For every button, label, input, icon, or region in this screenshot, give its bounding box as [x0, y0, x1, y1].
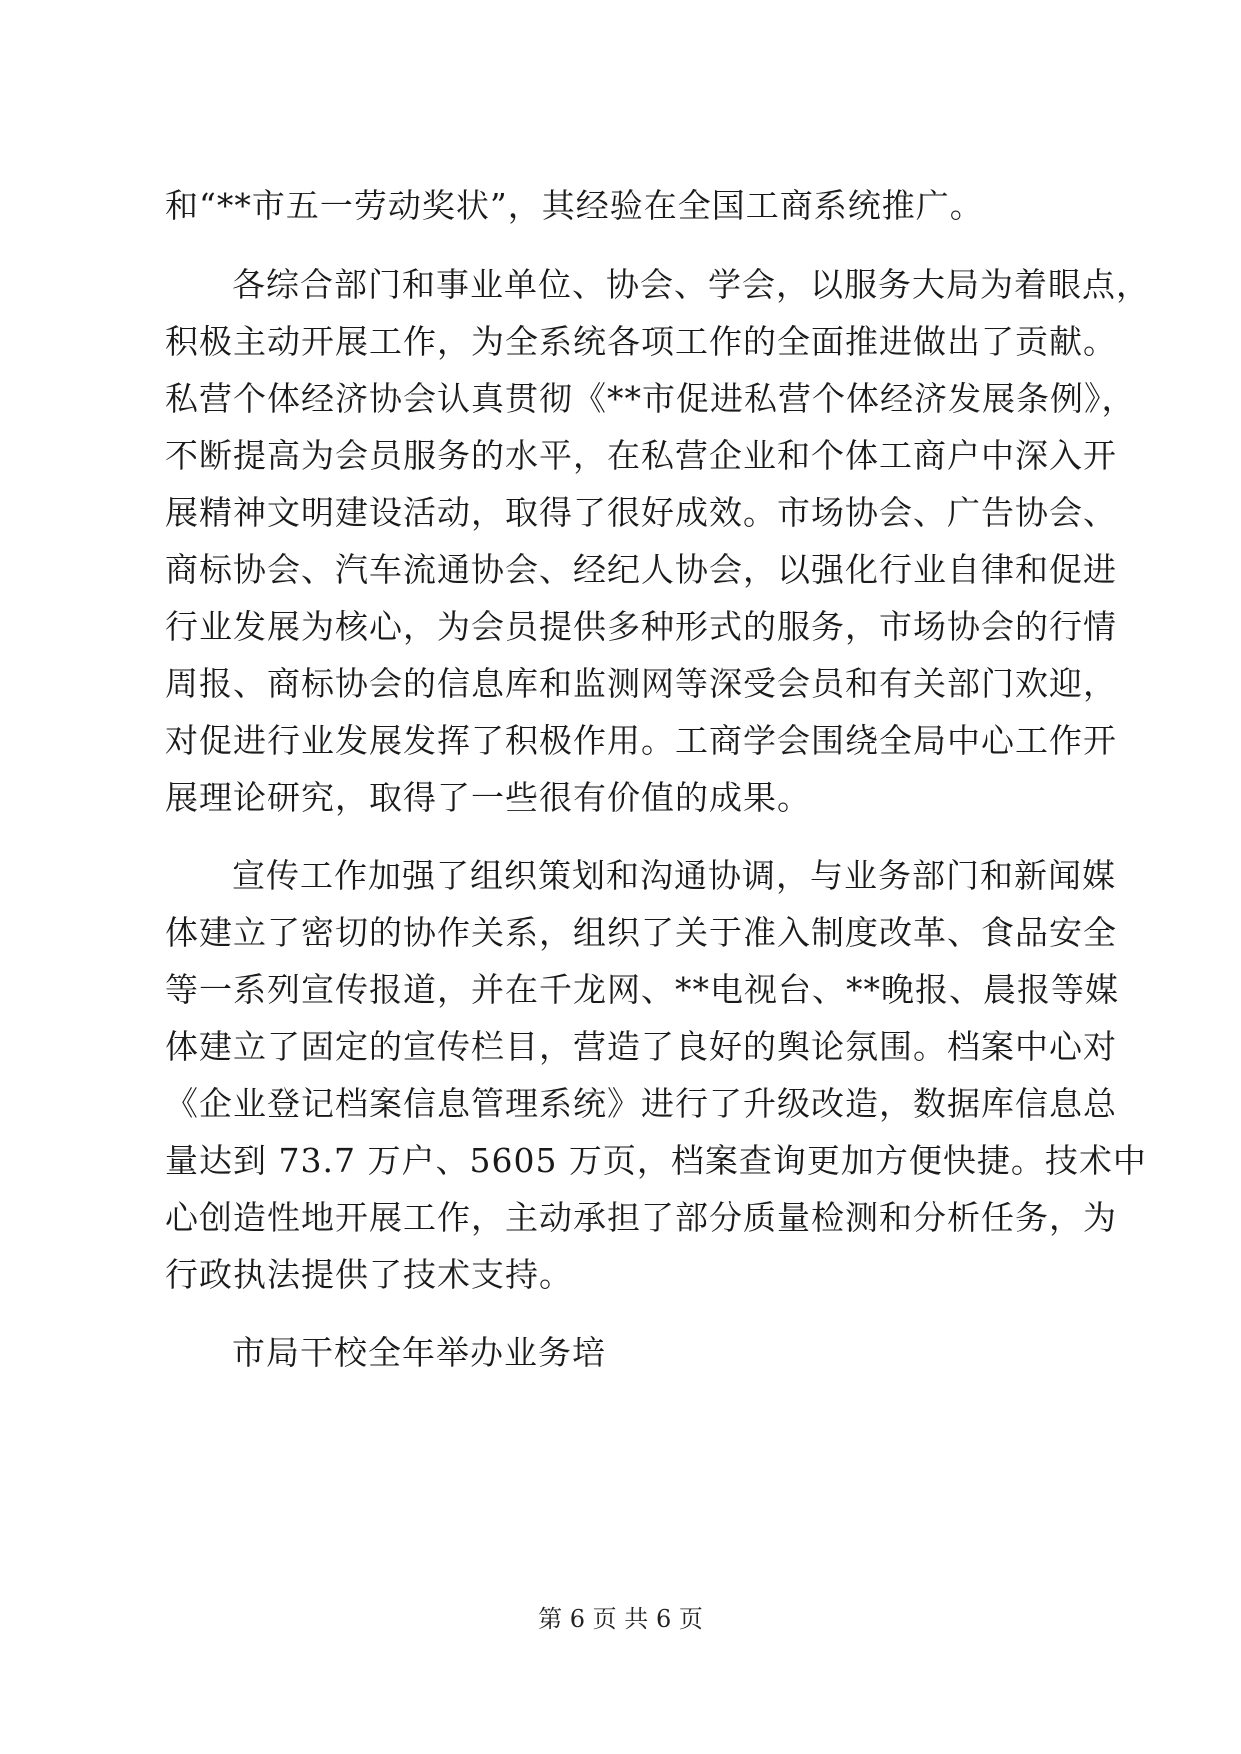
text-line: 心创造性地开展工作，主动承担了部分质量检测和分析任务，为 — [165, 1198, 1117, 1237]
text-line: 商标协会、汽车流通协会、经纪人协会，以强化行业自律和促进 — [165, 550, 1117, 589]
text-line: 体建立了固定的宣传栏目，营造了良好的舆论氛围。档案中心对 — [165, 1027, 1117, 1066]
text-line: 量达到 73.7 万户、5605 万页，档案查询更加方便快捷。技术中 — [165, 1141, 1147, 1180]
text-line: 展精神文明建设活动，取得了很好成效。市场协会、广告协会、 — [165, 493, 1117, 532]
text-line: 体建立了密切的协作关系，组织了关于准入制度改革、食品安全 — [165, 913, 1117, 952]
text-line: 积极主动开展工作，为全系统各项工作的全面推进做出了贡献。 — [165, 322, 1117, 361]
paragraph-start: 各综合部门和事业单位、协会、学会，以服务大局为着眼点， — [232, 265, 1150, 304]
text-line: 和“**市五一劳动奖状”，其经验在全国工商系统推广。 — [165, 186, 984, 225]
text-line: 行政执法提供了技术支持。 — [165, 1255, 573, 1294]
text-line: 等一系列宣传报道，并在千龙网、**电视台、**晚报、晨报等媒 — [165, 970, 1119, 1009]
text-line: 行业发展为核心，为会员提供多种形式的服务，市场协会的行情 — [165, 607, 1117, 646]
text-line: 周报、商标协会的信息库和监测网等深受会员和有关部门欢迎， — [165, 664, 1117, 703]
text-line: 展理论研究，取得了一些很有价值的成果。 — [165, 778, 811, 817]
page-number-footer: 第 6 页 共 6 页 — [538, 1605, 703, 1633]
text-line: 对促进行业发展发挥了积极作用。工商学会围绕全局中心工作开 — [165, 721, 1117, 760]
paragraph-start: 宣传工作加强了组织策划和沟通协调，与业务部门和新闻媒 — [232, 856, 1116, 895]
paragraph-start: 市局干校全年举办业务培 — [232, 1333, 606, 1372]
text-line: 《企业登记档案信息管理系统》进行了升级改造，数据库信息总 — [165, 1084, 1117, 1123]
text-line: 不断提高为会员服务的水平，在私营企业和个体工商户中深入开 — [165, 436, 1117, 475]
text-line: 私营个体经济协会认真贯彻《**市促进私营个体经济发展条例》， — [165, 379, 1136, 418]
